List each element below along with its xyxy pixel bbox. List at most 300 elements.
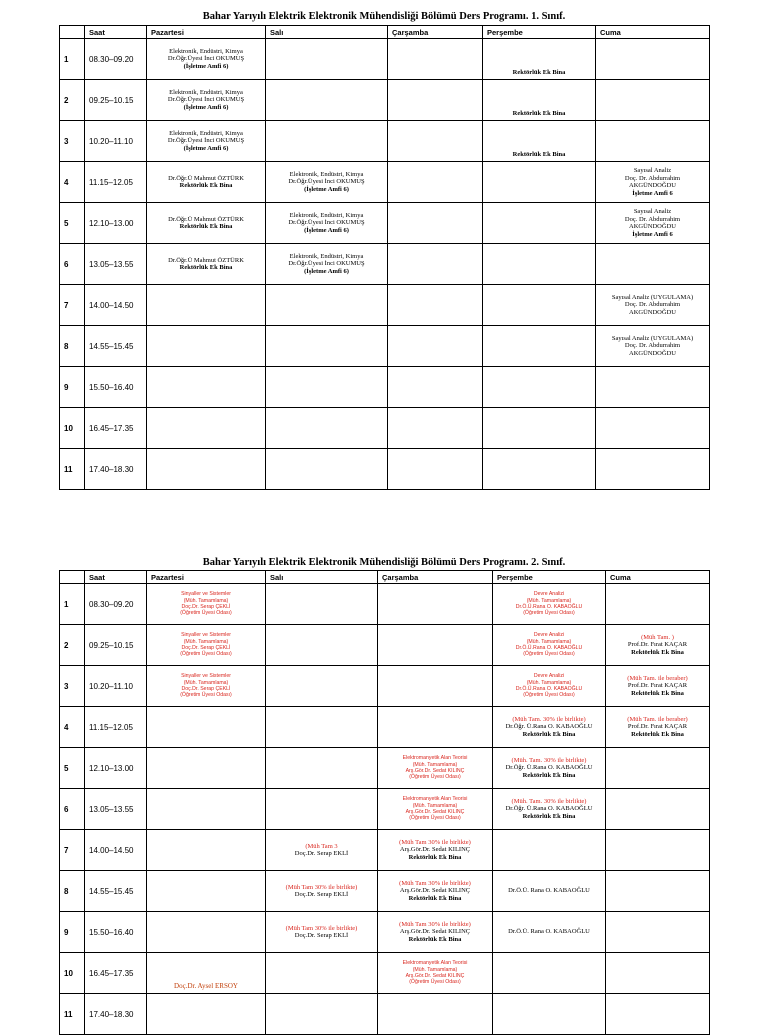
course-line: Prof.Dr. Fırat KAÇAR <box>627 682 688 690</box>
column-header: Cuma <box>596 26 710 39</box>
course-line: Doç.Dr. Serap EKLİ <box>294 932 349 939</box>
classroom-label: İşletme Amfi 6 <box>632 189 673 197</box>
course-entry <box>378 880 492 903</box>
course-line: Prof.Dr. Fırat KAÇAR <box>627 641 688 649</box>
schedule-cell <box>266 625 378 666</box>
course-entry <box>266 925 377 940</box>
course-line: Arş.Gör.Dr. Sedat KILINÇ <box>399 887 471 895</box>
schedule-cell <box>266 449 388 490</box>
period-time: 09.25–10.15 <box>85 625 147 666</box>
classroom-label: Rektörlük Ek Bina <box>522 730 576 738</box>
classroom-label: (İşletme Amfi 6) <box>304 185 349 193</box>
period-time: 11.15–12.05 <box>85 707 147 748</box>
course-entry <box>147 257 265 272</box>
schedule-cell <box>266 830 378 871</box>
classroom-label: Rektörlük Ek Bina <box>512 68 566 76</box>
period-time: 15.50–16.40 <box>85 367 147 408</box>
schedule-cell <box>596 449 710 490</box>
course-line: Dr.Öğr. Ü.Rana O. KABAOĞLU <box>505 764 593 772</box>
schedule-1-title: Bahar Yarıyılı Elektrik Elektronik Mühendisliği Bölümü Ders Programı. 1. Sınıf. <box>202 11 566 22</box>
course-line: AKGÜNDOĞDU <box>629 223 676 230</box>
course-line: (Öğretim Üyesi Odası) <box>523 692 575 699</box>
schedule-cell <box>378 953 493 994</box>
schedule-cell <box>266 953 378 994</box>
table-row <box>60 162 710 203</box>
course-line: (Müh. Tamamlama) <box>526 597 572 604</box>
period-number: 8 <box>60 326 85 367</box>
column-header: Çarşamba <box>378 571 493 584</box>
table-row <box>60 449 710 490</box>
schedule-cell <box>147 871 266 912</box>
schedule-cell <box>388 121 483 162</box>
period-number: 1 <box>60 584 85 625</box>
schedule-cell <box>606 789 710 830</box>
schedule-cell <box>388 408 483 449</box>
period-number: 7 <box>60 285 85 326</box>
course-entry <box>147 175 265 190</box>
table-row <box>60 789 710 830</box>
course-note: (Müh Tam. ) <box>641 633 674 641</box>
course-line: Doç.Dr. Serap EKLİ <box>294 850 349 857</box>
period-time: 16.45–17.35 <box>85 953 147 994</box>
period-time: 16.45–17.35 <box>85 408 147 449</box>
course-entry <box>378 755 492 781</box>
schedule-cell <box>483 244 596 285</box>
course-line: Dr.Ö.Ü. Rana O. KABAOĞLU <box>508 887 590 895</box>
course-entry <box>378 960 492 986</box>
column-header: Salı <box>266 26 388 39</box>
course-entry <box>147 591 265 617</box>
course-line: Doç.Dr. Serap ÇEKLİ <box>181 686 231 692</box>
period-time: 11.15–12.05 <box>85 162 147 203</box>
course-entry <box>378 839 492 862</box>
course-line: Doç. Dr. Abdurrahim <box>624 174 681 182</box>
classroom-label: Rektörlük Ek Bina <box>179 264 233 271</box>
course-line: Dr.Ö.Ü. Rana O. KABAOĞLU <box>508 928 590 936</box>
schedule-cell <box>266 39 388 80</box>
schedule-cell <box>606 707 710 748</box>
schedule-cell <box>266 789 378 830</box>
schedule-cell <box>493 871 606 912</box>
schedule-cell <box>483 203 596 244</box>
schedule-cell <box>266 285 388 326</box>
schedule-cell <box>378 584 493 625</box>
course-line: Doç.Dr. Serap ÇEKLİ <box>181 604 231 610</box>
period-time: 13.05–13.55 <box>85 244 147 285</box>
schedule-cell <box>388 367 483 408</box>
course-line: Dr.Ö.Ü.Rana O. KABAOĞLU <box>515 604 583 610</box>
schedule-cell <box>266 912 378 953</box>
schedule-cell <box>147 244 266 285</box>
schedule-cell <box>596 203 710 244</box>
schedule-cell <box>606 953 710 994</box>
period-number: 2 <box>60 80 85 121</box>
course-entry <box>493 591 605 617</box>
table-row <box>60 326 710 367</box>
course-line: AKGÜNDOĞDU <box>629 349 676 357</box>
course-entry <box>483 69 595 80</box>
column-header: Cuma <box>606 571 710 584</box>
schedule-cell <box>596 367 710 408</box>
schedule-cell <box>266 121 388 162</box>
schedule-cell <box>266 326 388 367</box>
schedule-cell <box>388 244 483 285</box>
period-number: 9 <box>60 912 85 953</box>
course-line: Doç. Dr. Abdurrahim <box>624 342 681 350</box>
table-row <box>60 666 710 707</box>
schedule-cell <box>596 80 710 121</box>
column-header: Pazartesi <box>147 26 266 39</box>
period-time: 10.20–11.10 <box>85 121 147 162</box>
period-number: 3 <box>60 666 85 707</box>
classroom-label: (İşletme Amfi 6) <box>183 103 229 111</box>
period-number: 5 <box>60 203 85 244</box>
course-line: Dr.Ö.Ü.Rana O. KABAOĞLU <box>515 645 583 651</box>
schedule-cell <box>378 789 493 830</box>
course-note: (Müh Tam 3 <box>305 842 338 850</box>
schedule-cell <box>147 203 266 244</box>
schedule-cell <box>606 748 710 789</box>
course-line: Arş.Gör.Dr. Sedat KILINÇ <box>405 973 465 979</box>
course-note: (Müh Tam 30% ile birlikte) <box>399 879 471 887</box>
schedule-cell <box>147 707 266 748</box>
schedule-cell <box>147 789 266 830</box>
table-row <box>60 912 710 953</box>
table-row <box>60 408 710 449</box>
course-line: Sinyaller ve Sistemler <box>181 673 231 680</box>
course-entry <box>378 796 492 822</box>
period-number: 5 <box>60 748 85 789</box>
schedule-cell <box>378 830 493 871</box>
course-line: (Müh. Tamamlama) <box>183 638 229 645</box>
schedule-cell <box>378 994 493 1035</box>
course-line: (Müh. Tamamlama) <box>412 761 458 768</box>
course-line: Dr.Öğr.Üyesi İnci OKUMUŞ <box>288 219 365 227</box>
classroom-label: Rektörlük Ek Bina <box>522 771 576 779</box>
course-entry <box>596 208 709 238</box>
course-line: (Öğretim Üyesi Odası) <box>409 774 461 781</box>
course-line: Elektronik, Endüstri, Kimya <box>289 211 364 219</box>
schedule-cell <box>483 408 596 449</box>
classroom-label: (İşletme Amfi 6) <box>183 62 229 70</box>
period-time: 14.00–14.50 <box>85 285 147 326</box>
header-row <box>60 571 710 584</box>
schedule-cell <box>147 584 266 625</box>
period-number: 9 <box>60 367 85 408</box>
schedule-cell <box>266 408 388 449</box>
column-header: Saat <box>85 571 147 584</box>
course-line: Elektromanyetik Alan Teorisi <box>402 796 468 803</box>
schedule-cell <box>147 285 266 326</box>
header-row <box>60 26 710 39</box>
period-number: 10 <box>60 408 85 449</box>
period-number: 10 <box>60 953 85 994</box>
period-time: 13.05–13.55 <box>85 789 147 830</box>
course-entry <box>147 48 265 71</box>
schedule-cell <box>266 80 388 121</box>
table-row <box>60 748 710 789</box>
course-entry <box>378 921 492 944</box>
schedule-cell <box>493 666 606 707</box>
table-row <box>60 285 710 326</box>
course-line: Dr.Öğr.Üyesi İnci OKUMUŞ <box>167 55 245 63</box>
column-header: Çarşamba <box>388 26 483 39</box>
schedule-cell <box>147 162 266 203</box>
course-entry <box>596 335 709 358</box>
schedule-cell <box>493 625 606 666</box>
course-line: (Müh. Tamamlama) <box>412 966 458 973</box>
column-header: Perşembe <box>483 26 596 39</box>
period-number: 6 <box>60 244 85 285</box>
schedule-cell <box>147 121 266 162</box>
course-line: Sayısal Analiz (UYGULAMA) <box>611 334 694 342</box>
course-line: (Öğretim Üyesi Odası) <box>180 692 232 699</box>
course-note: (Müh Tam 30% ile birlikte) <box>285 924 358 932</box>
schedule-cell <box>266 994 378 1035</box>
schedule-cell <box>378 912 493 953</box>
schedule-cell <box>596 162 710 203</box>
course-line: Elektromanyetik Alan Teorisi <box>402 755 468 762</box>
column-header: Perşembe <box>493 571 606 584</box>
table-row <box>60 39 710 80</box>
schedule-cell <box>266 707 378 748</box>
schedule-cell <box>493 830 606 871</box>
course-line: Dr.Öğr.Üyesi İnci OKUMUŞ <box>167 137 245 145</box>
course-line: Dr.Öğr.Ü Mahmut ÖZTÜRK <box>168 256 244 264</box>
schedule-cell <box>606 871 710 912</box>
schedule-cell <box>388 203 483 244</box>
schedule-cell <box>147 39 266 80</box>
period-time: 17.40–18.30 <box>85 449 147 490</box>
course-line: Sayısal Analiz <box>633 208 672 215</box>
course-entry <box>493 757 605 780</box>
classroom-label: Rektörlük Ek Bina <box>408 894 462 902</box>
classroom-label: (İşletme Amfi 6) <box>183 144 229 152</box>
schedule-cell <box>388 162 483 203</box>
course-line: Devre Analizi <box>533 591 565 598</box>
period-number: 11 <box>60 449 85 490</box>
schedule-cell <box>483 449 596 490</box>
schedule-cell <box>606 912 710 953</box>
course-line: (Müh. Tamamlama) <box>412 802 458 809</box>
table-row <box>60 625 710 666</box>
schedule-cell <box>596 121 710 162</box>
course-line: Elektronik, Endüstri, Kimya <box>169 88 243 96</box>
classroom-label: (İşletme Amfi 6) <box>304 226 349 234</box>
classroom-label: Rektörlük Ek Bina <box>408 935 462 943</box>
course-line: Doç.Dr. Serap EKLİ <box>294 891 349 898</box>
course-entry <box>493 673 605 699</box>
period-number: 2 <box>60 625 85 666</box>
course-line: AKGÜNDOĞDU <box>629 182 676 189</box>
course-line: Doç. Dr. Abdurrahim <box>624 215 681 223</box>
table-row <box>60 830 710 871</box>
schedule-cell <box>147 912 266 953</box>
course-line: (Öğretim Üyesi Odası) <box>180 651 232 658</box>
schedule-cell <box>596 326 710 367</box>
period-number: 4 <box>60 707 85 748</box>
period-time: 08.30–09.20 <box>85 39 147 80</box>
course-line: Arş.Gör.Dr. Sedat KILINÇ <box>405 768 465 774</box>
course-line: Dr.Öğr. Ü.Rana O. KABAOĞLU <box>505 805 593 813</box>
schedule-table-1 <box>59 25 710 490</box>
course-line: Dr.Ö.Ü.Rana O. KABAOĞLU <box>515 686 583 692</box>
schedule-cell <box>147 666 266 707</box>
schedule-cell <box>596 39 710 80</box>
course-line: (Öğretim Üyesi Odası) <box>409 979 461 986</box>
table-row <box>60 121 710 162</box>
period-time: 10.20–11.10 <box>85 666 147 707</box>
course-entry <box>147 983 265 994</box>
schedule-table-2 <box>59 570 710 1035</box>
course-line: (Müh. Tamamlama) <box>526 638 572 645</box>
course-note: (Müh Tam 30% ile birlikte) <box>285 883 358 891</box>
course-line: Doç.Dr. Aysel ERSOY <box>174 981 238 990</box>
course-entry <box>493 928 605 936</box>
table-row <box>60 367 710 408</box>
schedule-cell <box>606 666 710 707</box>
period-number: 11 <box>60 994 85 1035</box>
schedule-cell <box>606 994 710 1035</box>
course-line: (Öğretim Üyesi Odası) <box>523 651 575 658</box>
course-note: (Müh. Tam. 30% ile birlikte) <box>511 756 587 764</box>
schedule-cell <box>147 953 266 994</box>
course-line: Arş.Gör.Dr. Sedat KILINÇ <box>405 809 465 815</box>
schedule-cell <box>596 408 710 449</box>
course-entry <box>266 212 387 235</box>
schedule-cell <box>493 953 606 994</box>
schedule-cell <box>483 162 596 203</box>
schedule-cell <box>378 748 493 789</box>
schedule-cell <box>483 285 596 326</box>
course-entry <box>606 634 709 657</box>
course-line: (Müh. Tamamlama) <box>183 679 229 686</box>
schedule-cell <box>493 994 606 1035</box>
course-note: (Müh Tam. ile beraber) <box>627 715 688 723</box>
schedule-cell <box>378 666 493 707</box>
course-line: Elektronik, Endüstri, Kimya <box>289 252 364 260</box>
schedule-cell <box>388 326 483 367</box>
course-entry <box>493 716 605 739</box>
course-entry <box>147 632 265 658</box>
period-time: 08.30–09.20 <box>85 584 147 625</box>
course-line: Dr.Öğr.Ü Mahmut ÖZTÜRK <box>168 174 244 182</box>
course-entry <box>266 884 377 899</box>
course-line: AKGÜNDOĞDU <box>629 308 676 316</box>
course-note: (Müh Tam 30% ile birlikte) <box>399 838 471 846</box>
column-header <box>60 26 85 39</box>
schedule-cell <box>493 748 606 789</box>
course-line: Elektronik, Endüstri, Kimya <box>169 129 243 137</box>
table-row <box>60 244 710 285</box>
classroom-label: İşletme Amfi 6 <box>632 230 673 238</box>
period-number: 4 <box>60 162 85 203</box>
schedule-cell <box>388 285 483 326</box>
schedule-cell <box>378 707 493 748</box>
table-row <box>60 707 710 748</box>
course-entry <box>147 130 265 153</box>
classroom-label: Rektörlük Ek Bina <box>522 812 576 820</box>
course-entry <box>147 673 265 699</box>
course-entry <box>596 167 709 197</box>
course-line: Elektronik, Endüstri, Kimya <box>169 47 243 55</box>
column-header: Saat <box>85 26 147 39</box>
schedule-cell <box>388 449 483 490</box>
course-line: Elektronik, Endüstri, Kimya <box>289 170 364 178</box>
classroom-label: (İşletme Amfi 6) <box>304 267 349 275</box>
schedule-cell <box>266 244 388 285</box>
schedule-cell <box>493 912 606 953</box>
course-note: (Müh Tam. 30% ile birlikte) <box>512 715 586 723</box>
course-line: (Müh. Tamamlama) <box>526 679 572 686</box>
schedule-cell <box>147 625 266 666</box>
table-row <box>60 953 710 994</box>
schedule-cell <box>147 830 266 871</box>
classroom-label: Rektörlük Ek Bina <box>512 150 566 158</box>
schedule-cell <box>266 367 388 408</box>
period-time: 17.40–18.30 <box>85 994 147 1035</box>
schedule-cell <box>266 203 388 244</box>
course-line: Sinyaller ve Sistemler <box>181 591 231 598</box>
course-line: Dr.Öğr.Üyesi İnci OKUMUŞ <box>167 96 245 104</box>
course-line: Sayısal Analiz (UYGULAMA) <box>611 293 694 301</box>
period-time: 14.00–14.50 <box>85 830 147 871</box>
schedule-cell <box>596 244 710 285</box>
schedule-cell <box>483 326 596 367</box>
course-line: Arş.Gör.Dr. Sedat KILINÇ <box>399 846 471 854</box>
schedule-cell <box>483 80 596 121</box>
schedule-cell <box>483 367 596 408</box>
schedule-cell <box>388 80 483 121</box>
schedule-cell <box>378 625 493 666</box>
course-line: Dr.Öğr. Ü.Rana O. KABAOĞLU <box>505 723 593 731</box>
period-time: 12.10–13.00 <box>85 748 147 789</box>
course-line: Dr.Öğr.Ü Mahmut ÖZTÜRK <box>168 215 244 223</box>
table-row <box>60 871 710 912</box>
classroom-label: Rektörlük Ek Bina <box>179 182 233 189</box>
schedule-cell <box>266 584 378 625</box>
period-time: 09.25–10.15 <box>85 80 147 121</box>
course-entry <box>147 89 265 112</box>
schedule-cell <box>147 449 266 490</box>
table-row <box>60 203 710 244</box>
schedule-cell <box>483 121 596 162</box>
schedule-cell <box>147 80 266 121</box>
course-line: (Müh. Tamamlama) <box>183 597 229 604</box>
course-entry <box>266 253 387 276</box>
course-note: (Müh Tam 30% ile birlikte) <box>399 920 471 928</box>
course-line: Elektromanyetik Alan Teorisi <box>402 960 468 967</box>
course-line: Devre Analizi <box>533 632 565 639</box>
schedule-cell <box>147 326 266 367</box>
course-note: (Müh. Tam. 30% ile birlikte) <box>511 797 587 805</box>
schedule-cell <box>596 285 710 326</box>
course-line: (Öğretim Üyesi Odası) <box>523 610 575 617</box>
period-number: 6 <box>60 789 85 830</box>
classroom-label: Rektörlük Ek Bina <box>631 730 684 738</box>
schedule-cell <box>147 748 266 789</box>
classroom-label: Rektörlük Ek Bina <box>631 648 684 656</box>
schedule-cell <box>493 789 606 830</box>
course-line: (Öğretim Üyesi Odası) <box>409 815 461 822</box>
course-entry <box>493 798 605 821</box>
course-entry <box>147 216 265 231</box>
schedule-cell <box>266 748 378 789</box>
period-time: 14.55–15.45 <box>85 871 147 912</box>
course-entry <box>266 171 387 194</box>
schedule-cell <box>483 39 596 80</box>
period-number: 3 <box>60 121 85 162</box>
